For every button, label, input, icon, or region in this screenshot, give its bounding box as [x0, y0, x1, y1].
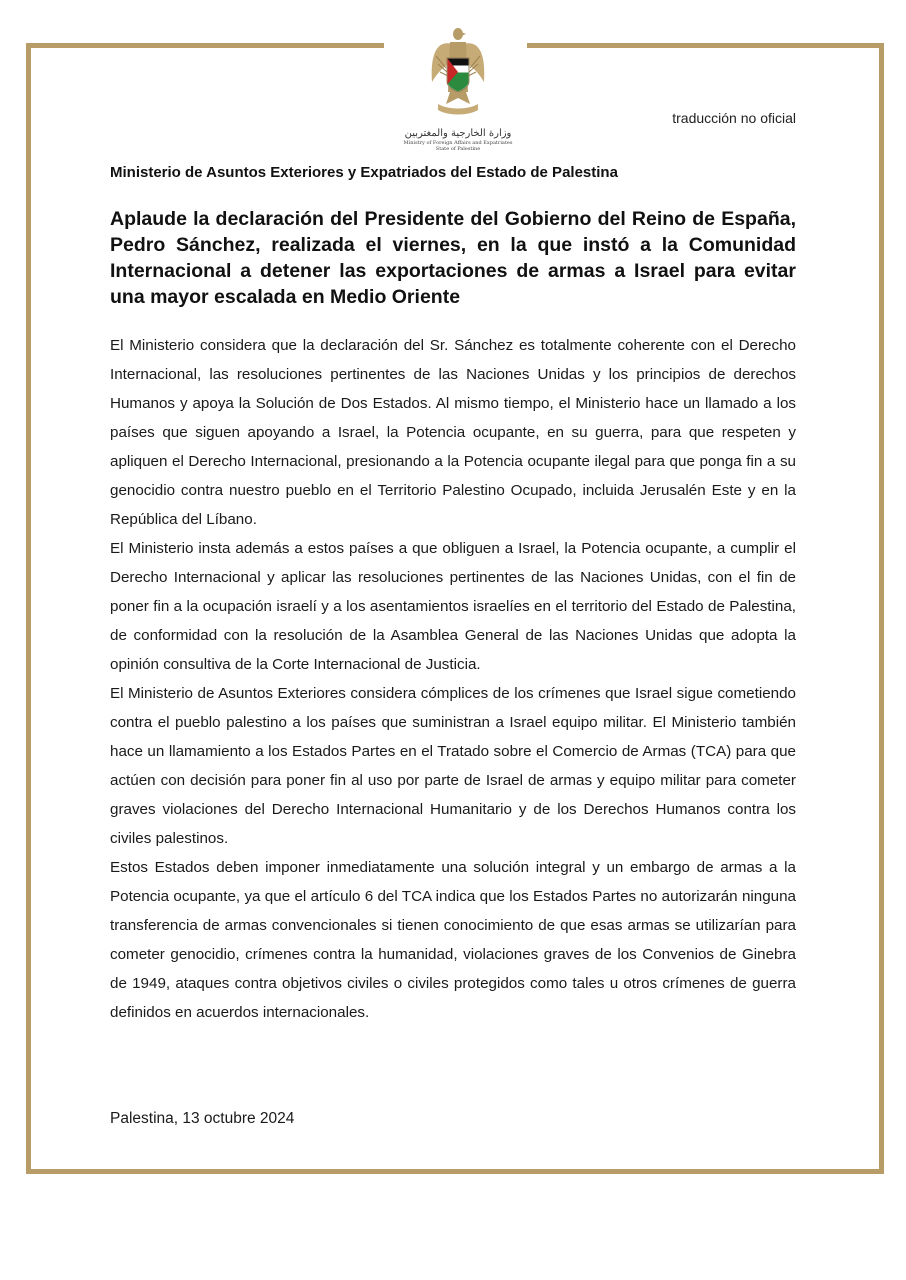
ministry-name: Ministerio de Asuntos Exteriores y Expatriados del Estado de Palestina [110, 164, 618, 181]
frame-left-border [26, 43, 31, 1174]
headline: Aplaude la declaración del Presidente del Gobierno del Reino de España, Pedro Sánchez, realizada el viernes, en la que instó a la Comunidad Internacional a detener las exportaciones de armas a Israel para evitar una mayor escalada en Medio Oriente [110, 208, 796, 308]
paragraph: El Ministerio de Asuntos Exteriores considera cómplices de los crímenes que Israel sigue cometiendo contra el pueblo palestino a los países que suministran a Israel equipo militar. El Ministerio también hace un llamamiento a los Estados Partes en el Tratado sobre el Comercio de Armas (TCA) para que actúen con decisión para poner fin al uso por parte de Israel de armas y equipo militar para cometer graves violaciones del Derecho Internacional Humanitario y de los Derechos Humanos contra los civiles palestinos. [110, 685, 796, 847]
paragraph: Estos Estados deben imponer inmediatamente una solución integral y un embargo de armas a la Potencia ocupante, ya que el artículo 6 del TCA indica que los Estados Partes no autorizarán ninguna transferencia de armas convencionales si tienen conocimiento de que esas armas se utilizarían para cometer genocidio, crímenes contra la humanidad, violaciones graves de los Convenios de Ginebra de 1949, ataques contra objetivos civiles o civiles protegidos como tales u otros crímenes de guerra definidos en acuerdos internacionales. [110, 859, 796, 1021]
emblem-english-line2: State of Palestine [435, 146, 481, 152]
palestine-emblem-icon [402, 22, 514, 142]
emblem-english-line1: Ministry of Foreign Affairs and Expatriates [403, 140, 513, 146]
frame-right-border [879, 43, 884, 1174]
emblem-caption [398, 128, 518, 152]
paragraph: El Ministerio insta además a estos países a que obliguen a Israel, la Potencia ocupante, a cumplir el Derecho Internacional y aplicar las resoluciones pertinentes de las Naciones Unidas, con el fin de poner fin a la ocupación israelí y a los asentamientos israelíes en el territorio del Estado de Palestina, de conformidad con la resolución de la Asamblea General de las Naciones Unidas que adopta la opinión consultiva de la Corte Internacional de Justicia. [110, 540, 796, 673]
signoff-place-date: Palestina, 13 octubre 2024 [110, 1110, 295, 1127]
translation-note: traducción no oficial [672, 110, 796, 126]
frame-top-right-border [527, 43, 884, 48]
body-text [110, 331, 796, 1027]
emblem-arabic-text: وزارة الخارجية والمغتربين [404, 128, 512, 139]
paragraph: El Ministerio considera que la declaración del Sr. Sánchez es totalmente coherente con el Derecho Internacional, las resoluciones pertinentes de las Naciones Unidas y los principios de derechos Humanos y apoya la Solución de Dos Estados. Al mismo tiempo, el Ministerio hace un llamado a los países que siguen apoyando a Israel, la Potencia ocupante, en su guerra, para que respeten y apliquen el Derecho Internacional, presionando a la Potencia ocupante ilegal para que ponga fin a su genocidio contra nuestro pueblo en el Territorio Palestino Ocupado, incluida Jerusalén Este y en la República del Líbano. [110, 337, 796, 528]
frame-top-left-border [26, 43, 384, 48]
frame-bottom-border [26, 1169, 884, 1174]
